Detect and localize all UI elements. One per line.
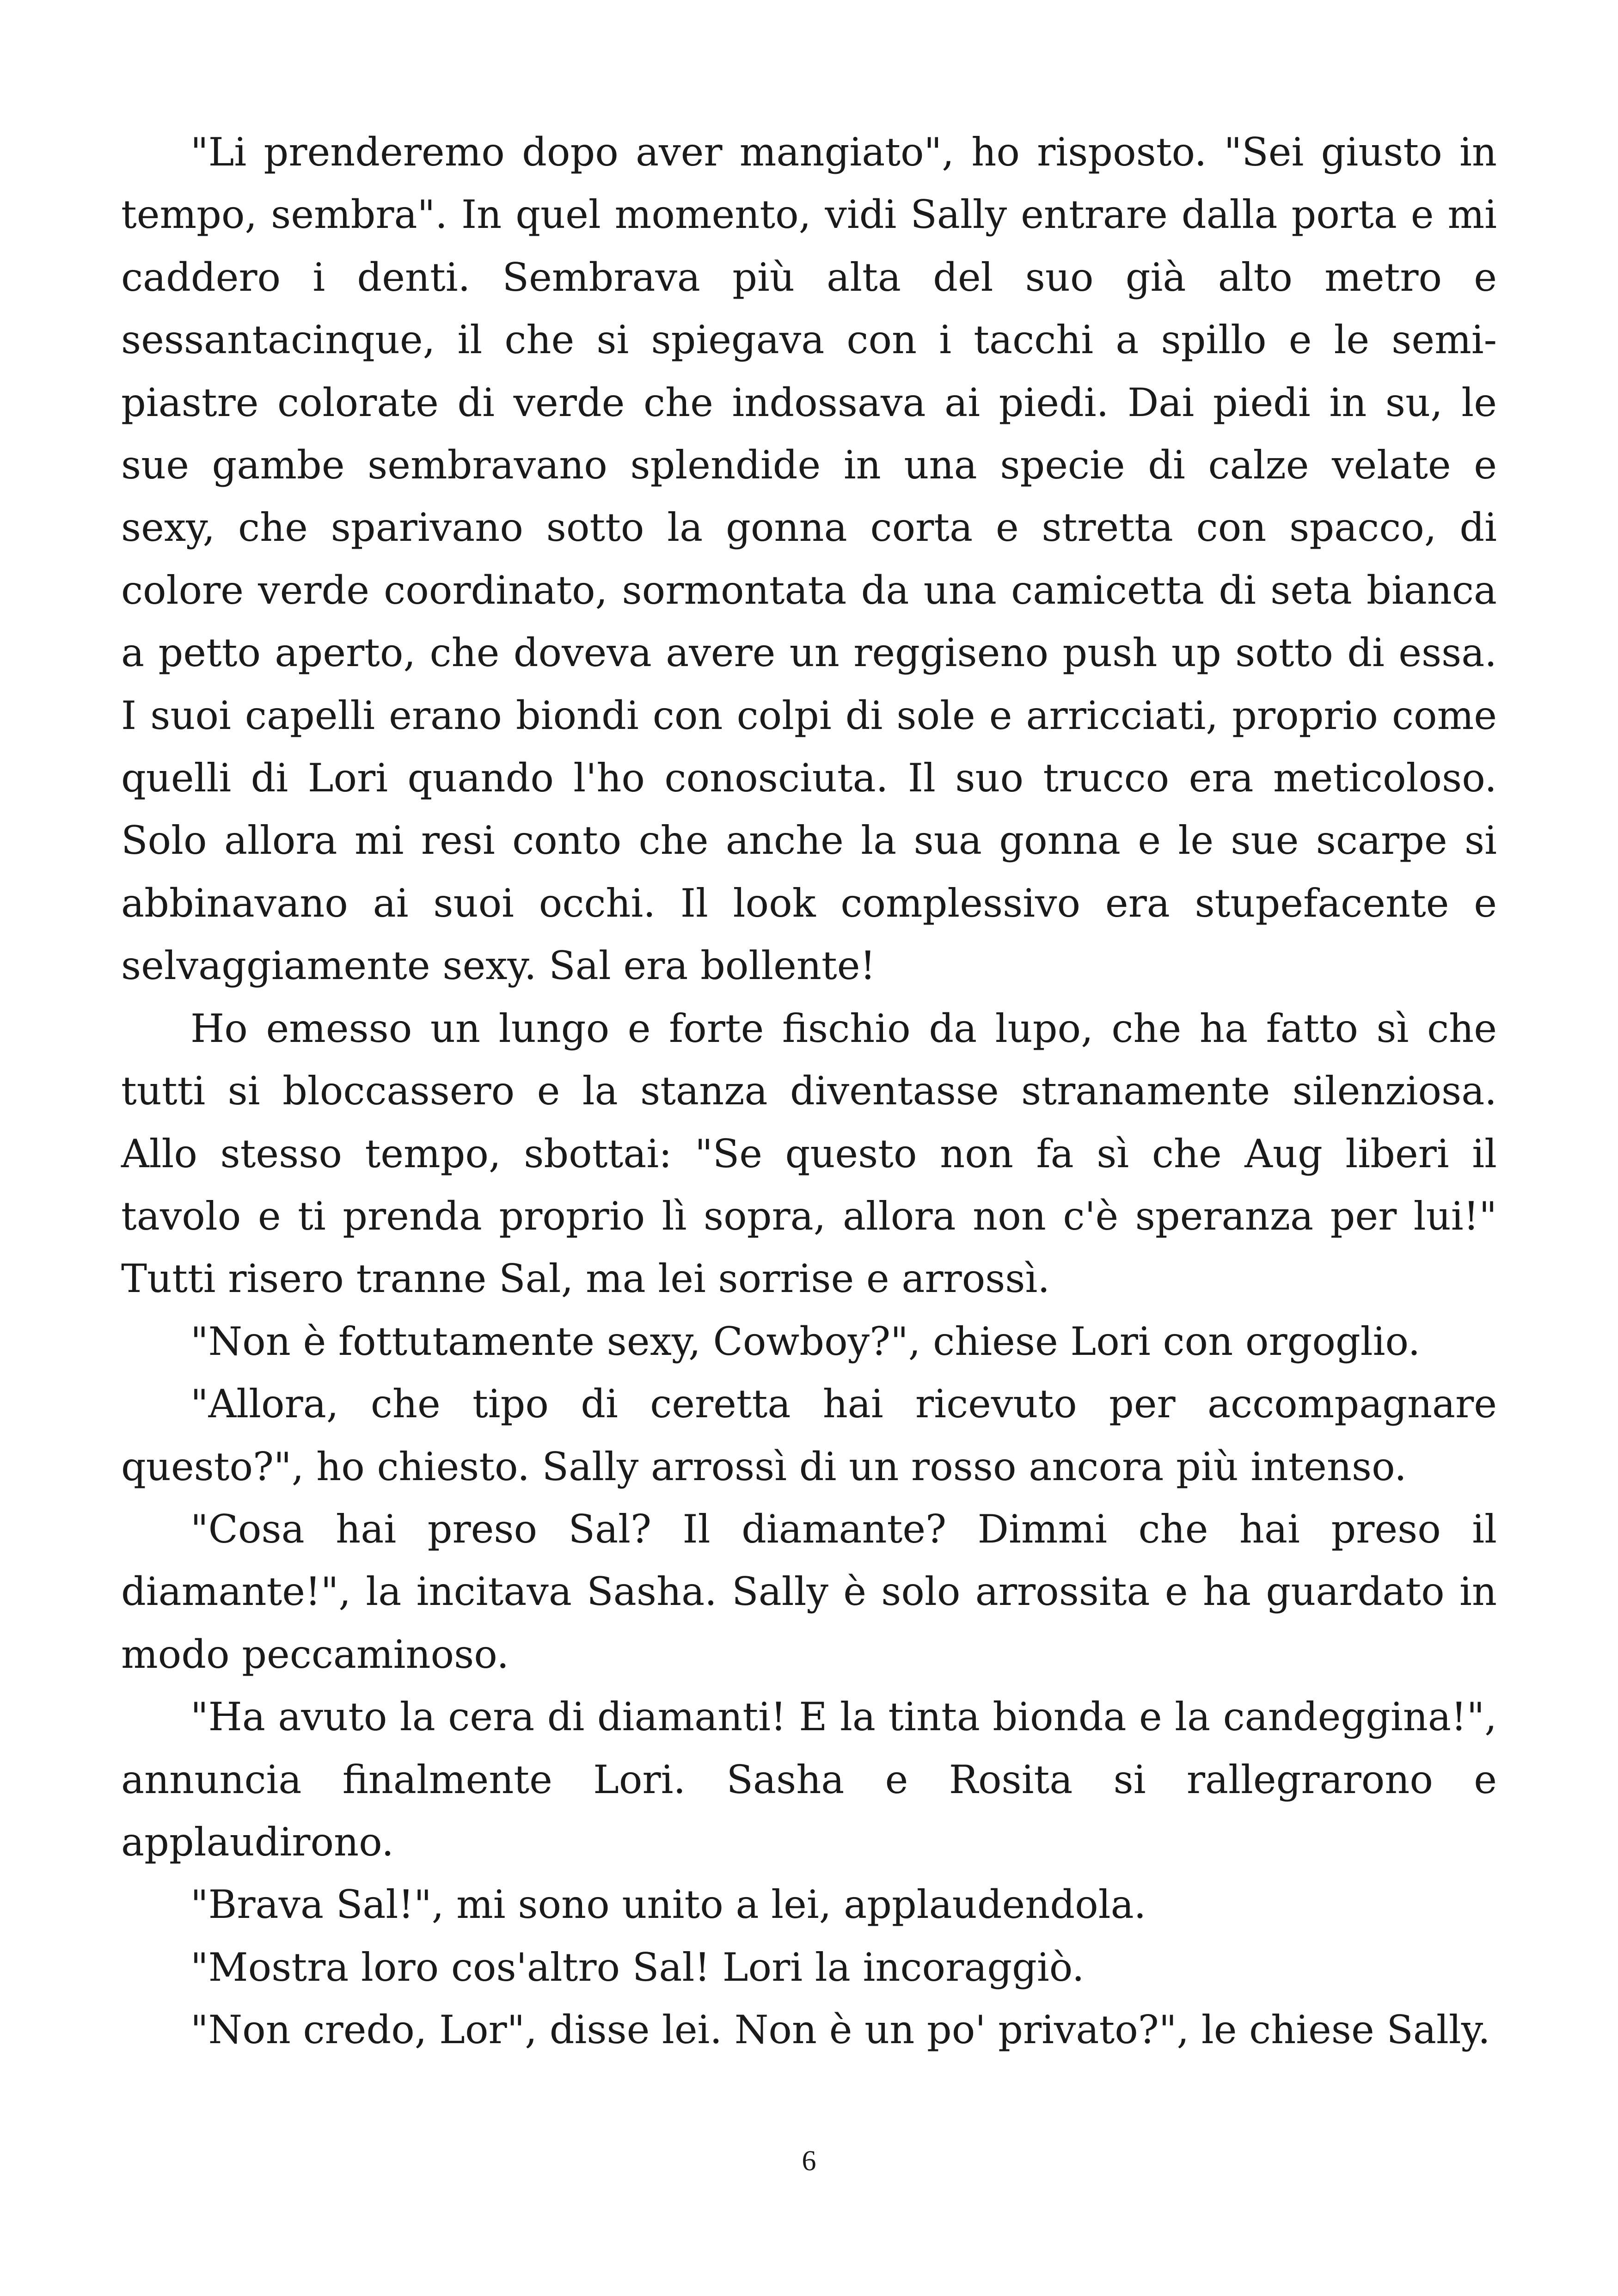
paragraph-7: "Brava Sal!", mi sono unito a lei, applaudendola. <box>190 1882 1146 1928</box>
page-number: 6 <box>802 2145 816 2177</box>
paragraph-8: "Mostra loro cos'altro Sal! Lori la incoraggiò. <box>190 1944 1085 1990</box>
paragraph-9: "Non credo, Lor", disse lei. Non è un po' privato?", le chiese Sally. <box>190 2007 1490 2053</box>
paragraph-6: "Ha avuto la cera di diamanti! E la tinta bionda e la candeggina!", annuncia finalmente Lori. Sasha e Rosita si rallegrarono e applaudirono. <box>121 1694 1497 1865</box>
body-text <box>121 121 1497 2062</box>
paragraph-1: "Li prenderemo dopo aver mangiato", ho risposto. "Sei giusto in tempo, sembra". In quel momento, vidi Sally entrare dalla porta e mi caddero i denti. Sembrava più alta del suo già alto metro e sessantacinque, il che si spiegava con i tacchi a spillo e le semi-piastre colorate di verde che indossava ai piedi. Dai piedi in su, le sue gambe sembravano splendide in una specie di calze velate e sexy, che sparivano sotto la gonna corta e stretta con spacco, di colore verde coordinato, sormontata da una camicetta di seta bianca a petto aperto, che doveva avere un reggiseno push up sotto di essa. I suoi capelli erano biondi con colpi di sole e arricciati, proprio come quelli di Lori quando l'ho conosciuta. Il suo trucco era meticoloso. Solo allora mi resi conto che anche la sua gonna e le sue scarpe si abbinavano ai suoi occhi. Il look complessivo era stupefacente e selvaggiamente sexy. Sal era bollente! <box>121 129 1497 989</box>
paragraph-3: "Non è fottutamente sexy, Cowboy?", chiese Lori con orgoglio. <box>190 1318 1421 1364</box>
paragraph-4: "Allora, che tipo di ceretta hai ricevuto per accompagnare questo?", ho chiesto. Sally arrossì di un rosso ancora più intenso. <box>121 1381 1497 1489</box>
paragraph-5: "Cosa hai preso Sal? Il diamante? Dimmi che hai preso il diamante!", la incitava Sasha. Sally è solo arrossita e ha guardato in modo peccaminoso. <box>121 1506 1497 1677</box>
paragraph-2: Ho emesso un lungo e forte fischio da lupo, che ha fatto sì che tutti si bloccassero e la stanza diventasse stranamente silenziosa. Allo stesso tempo, sbottai: "Se questo non fa sì che Aug liberi il tavolo e ti prenda proprio lì sopra, allora non c'è speranza per lui!" Tutti risero tranne Sal, ma lei sorrise e arrossì. <box>121 1005 1497 1302</box>
